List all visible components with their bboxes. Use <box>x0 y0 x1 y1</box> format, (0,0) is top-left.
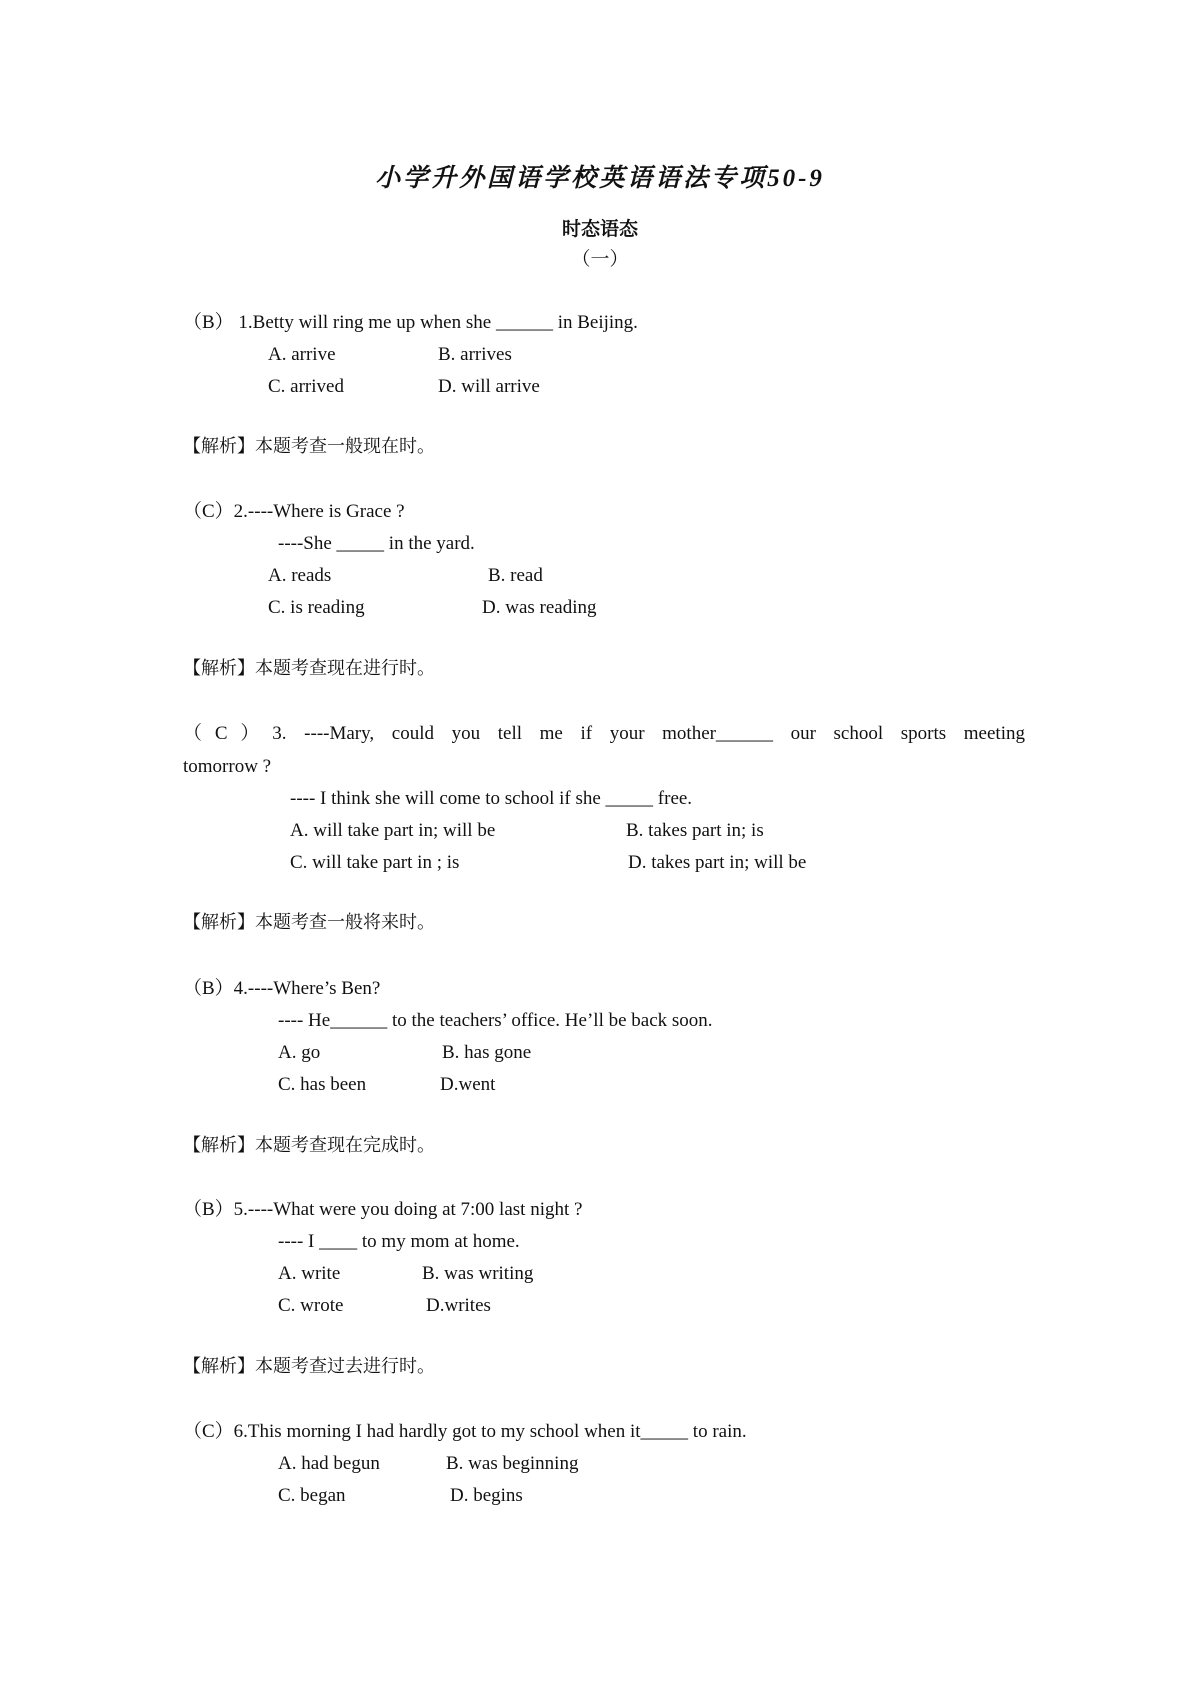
q5-option-b: B. was writing <box>422 1263 534 1284</box>
q4-option-a: A. go <box>278 1042 321 1063</box>
section-subtitle: 时态语态 <box>561 218 638 240</box>
q2-stem: （C）2.----Where is Grace ? <box>183 501 405 522</box>
q3-option-a: A. will take part in; will be <box>290 820 496 841</box>
q5-stem-reply: ---- I ____ to my mom at home. <box>278 1231 520 1252</box>
q1-option-b: B. arrives <box>438 344 512 365</box>
q2-option-d: D. was reading <box>482 597 597 618</box>
q5-analysis: 【解析】本题考查过去进行时。 <box>183 1356 435 1377</box>
q5-option-c: C. wrote <box>278 1295 344 1316</box>
q3-option-b: B. takes part in; is <box>626 820 764 841</box>
q4-option-d: D.went <box>440 1074 496 1095</box>
q3-stem-continued: tomorrow ? <box>183 756 272 777</box>
q3-stem-reply: ---- I think she will come to school if she _____ free. <box>290 788 693 809</box>
q2-option-b: B. read <box>488 565 543 586</box>
q3-stem: （C）3. ----Mary, could you tell me if your mother______ our school sports meeting <box>183 723 1025 744</box>
q4-analysis: 【解析】本题考查现在完成时。 <box>183 1135 435 1156</box>
q3-analysis: 【解析】本题考查一般将来时。 <box>183 912 435 933</box>
q2-option-a: A. reads <box>268 565 332 586</box>
q6-option-a: A. had begun <box>278 1453 380 1474</box>
q5-option-a: A. write <box>278 1263 341 1284</box>
q5-option-d: D.writes <box>426 1295 491 1316</box>
q1-option-c: C. arrived <box>268 376 344 397</box>
q1-option-d: D. will arrive <box>438 376 540 397</box>
q1-analysis: 【解析】本题考查一般现在时。 <box>183 436 435 457</box>
q2-option-c: C. is reading <box>268 597 365 618</box>
q5-stem: （B）5.----What were you doing at 7:00 last night ? <box>183 1199 583 1220</box>
q1-stem: （B） 1.Betty will ring me up when she ______ in Beijing. <box>183 312 638 333</box>
q3-option-d: D. takes part in; will be <box>628 852 807 873</box>
q6-option-d: D. begins <box>450 1485 523 1506</box>
page-title: 小学升外国语学校英语语法专项50-9 <box>375 165 825 192</box>
q6-option-b: B. was beginning <box>446 1453 579 1474</box>
q1-option-a: A. arrive <box>268 344 336 365</box>
q4-option-c: C. has been <box>278 1074 367 1095</box>
q4-option-b: B. has gone <box>442 1042 532 1063</box>
q3-option-c: C. will take part in ; is <box>290 852 460 873</box>
q4-stem: （B）4.----Where’s Ben? <box>183 978 381 999</box>
q2-analysis: 【解析】本题考查现在进行时。 <box>183 658 435 679</box>
q2-stem-reply: ----She _____ in the yard. <box>278 533 475 554</box>
part-number: （一） <box>571 249 629 270</box>
q6-option-c: C. began <box>278 1485 346 1506</box>
q4-stem-reply: ---- He______ to the teachers’ office. He’ll be back soon. <box>278 1010 713 1031</box>
q6-stem: （C）6.This morning I had hardly got to my school when it_____ to rain. <box>183 1421 747 1442</box>
